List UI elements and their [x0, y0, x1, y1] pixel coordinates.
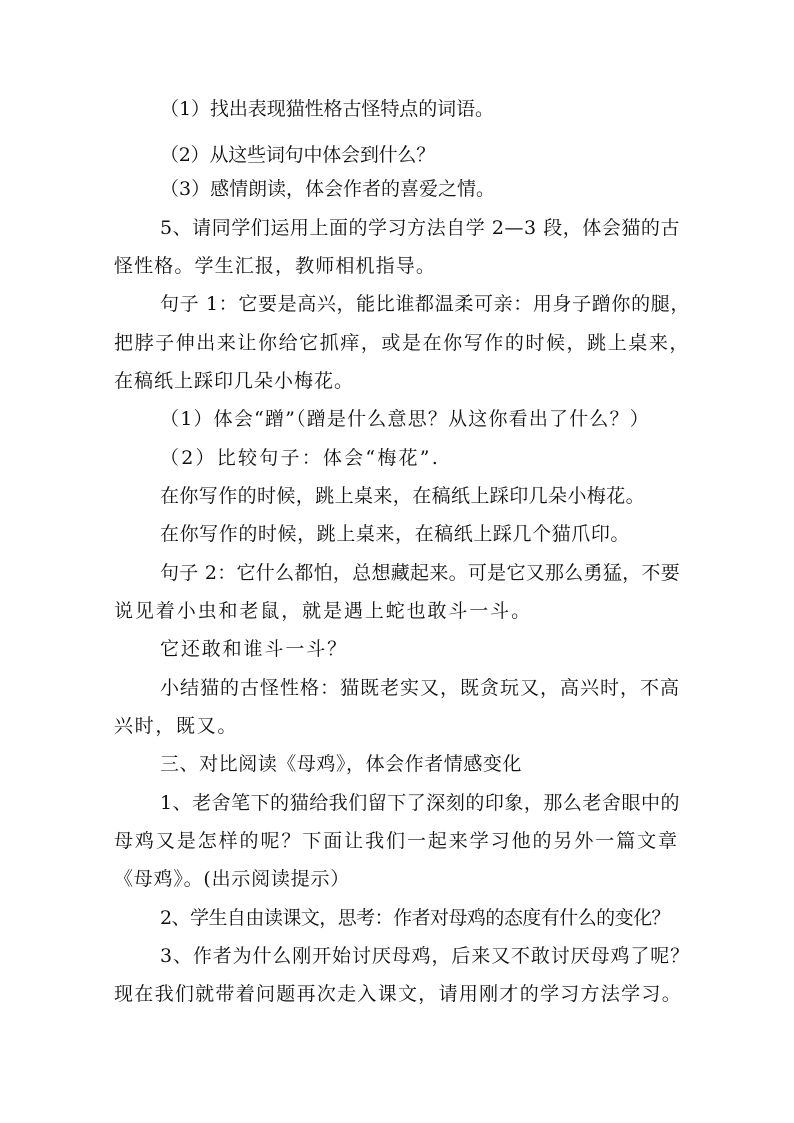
text-line-5: 怪性格。学生汇报，教师相机指导。 — [114, 255, 436, 277]
text-line-17: 兴时，既又。 — [114, 715, 238, 737]
text-line-9: （1）体会“蹭”（蹭是什么意思？从这你看出了什么？） — [160, 408, 650, 430]
text-line-20: 母鸡又是怎样的呢？下面让我们一起来学习他的另外一篇文章 — [114, 830, 679, 852]
text-line-13: 句子 2：它什么都怕，总想藏起来。可是它又那么勇猛，不要 — [160, 562, 680, 584]
text-line-24: 现在我们就带着问题再次走入课文，请用刚才的学习方法学习。 — [114, 983, 682, 1005]
text-line-3: （3）感情朗读，体会作者的喜爱之情。 — [160, 178, 495, 200]
text-line-4: 5、请同学们运用上面的学习方法自学 2—3 段，体会猫的古 — [160, 217, 680, 239]
text-line-23: 3、作者为什么刚开始讨厌母鸡，后来又不敢讨厌母鸡了呢？ — [160, 945, 690, 967]
text-line-10: （2）比较句子：体会“梅花”. — [160, 447, 440, 469]
text-line-14: 说见着小虫和老鼠，就是遇上蛇也敢斗一斗。 — [114, 600, 532, 622]
text-line-12: 在你写作的时候，跳上桌来，在稿纸上踩几个猫爪印。 — [160, 523, 630, 545]
text-line-6: 句子 1：它要是高兴，能比谁都温柔可亲：用身子蹭你的腿， — [160, 293, 690, 315]
text-line-7: 把脖子伸出来让你给它抓痒，或是在你写作的时候，跳上桌来， — [114, 332, 690, 354]
text-line-2: （2）从这些词句中体会到什么？ — [160, 144, 435, 166]
text-line-21: 《母鸡》。(出示阅读提示） — [114, 868, 350, 890]
text-line-19: 1、老舍笔下的猫给我们留下了深刻的印象，那么老舍眼中的 — [160, 792, 680, 814]
text-line-1: （1）找出表现猫性格古怪特点的词语。 — [160, 98, 494, 120]
text-line-22: 2、学生自由读课文，思考：作者对母鸡的态度有什么的变化？ — [160, 907, 670, 929]
text-line-8: 在稿纸上踩印几朵小梅花。 — [114, 370, 354, 392]
text-line-15: 它还敢和谁斗一斗？ — [160, 638, 348, 660]
text-line-11: 在你写作的时候，跳上桌来，在稿纸上踩印几朵小梅花。 — [160, 485, 645, 507]
text-line-16: 小结猫的古怪性格：猫既老实又，既贪玩又，高兴时，不高 — [160, 677, 680, 699]
text-line-18: 三、对比阅读《母鸡》，体会作者情感变化 — [160, 753, 522, 775]
